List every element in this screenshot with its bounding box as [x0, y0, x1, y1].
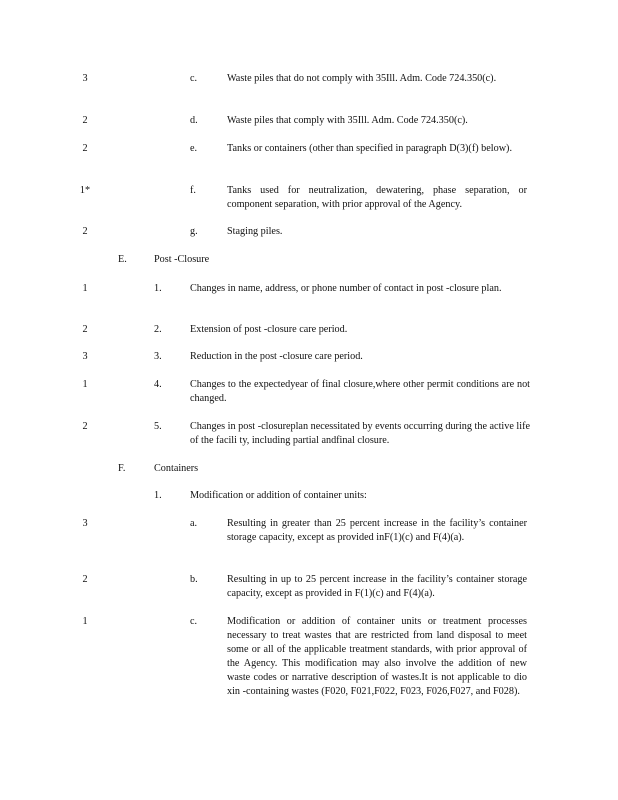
class-number: 1*	[79, 185, 91, 196]
item-text: Staging piles.	[227, 226, 283, 237]
item-letter: a.	[190, 518, 198, 529]
item-text: Resulting in up to 25 percent increase in the facility’s container storage capacity, except as provided in F(1)(c) and F(4)(a).	[227, 574, 527, 599]
item-text: Tanks used for neutralization, dewatering, phase separation, or component separation, with prior approval of the Agency.	[227, 185, 527, 210]
item-text: Modification or addition of container units or treatment processes necessary to treat wastes that are restricted from land disposal to meet some or all of the applicable treatment standards, with prior approval of the Agency. This modification may also involve the addition of new waste codes or narrative description of wastes.It is not applicable to dio xin -containing wastes (F020, F021,F022, F023, F026,F027, and F028).	[227, 616, 527, 697]
item-number: 1.	[154, 283, 162, 294]
class-number: 2	[82, 421, 88, 432]
item-letter: c.	[190, 616, 198, 627]
class-number: 1	[82, 283, 88, 294]
section-title: Containers	[154, 463, 199, 474]
item-number: 4.	[154, 379, 162, 390]
item-text: Changes to the expectedyear of final closure,where other permit conditions are not changed.	[190, 379, 530, 404]
item-letter: b.	[190, 574, 198, 585]
item-text: Waste piles that comply with 35Ill. Adm. Code 724.350(c).	[227, 115, 468, 126]
class-number: 2	[82, 226, 88, 237]
item-number: 3.	[154, 351, 162, 362]
section-title: Post -Closure	[154, 254, 210, 265]
class-number: 3	[82, 73, 88, 84]
class-number: 2	[82, 143, 88, 154]
item-text: Waste piles that do not comply with 35Ill. Adm. Code 724.350(c).	[227, 73, 497, 84]
class-number: 3	[82, 351, 88, 362]
item-letter: e.	[190, 143, 198, 154]
item-letter: g.	[190, 226, 198, 237]
item-text: Reduction in the post -closure care period.	[190, 351, 363, 362]
item-text: Tanks or containers (other than specified in paragraph D(3)(f) below).	[227, 143, 512, 154]
class-number: 2	[82, 574, 88, 585]
class-number: 2	[82, 324, 88, 335]
class-number: 1	[82, 616, 88, 627]
item-letter: c.	[190, 73, 198, 84]
item-text: Extension of post -closure care period.	[190, 324, 348, 335]
item-number: 2.	[154, 324, 162, 335]
class-number: 3	[82, 518, 88, 529]
item-text: Changes in post -closureplan necessitated by events occurring during the active life of the facili ty, including partial andfinal closure.	[190, 421, 530, 446]
item-letter: f.	[190, 185, 196, 196]
section-letter: E.	[118, 254, 127, 265]
item-number: 1.	[154, 490, 162, 501]
item-text: Resulting in greater than 25 percent increase in the facility’s container storage capacity, except as provided inF(1)(c) and F(4)(a).	[227, 518, 527, 543]
class-number: 2	[82, 115, 88, 126]
class-number: 1	[82, 379, 88, 390]
section-letter: F.	[118, 463, 126, 474]
item-number: 5.	[154, 421, 162, 432]
item-letter: d.	[190, 115, 198, 126]
item-text: Changes in name, address, or phone number of contact in post -closure plan.	[190, 283, 502, 294]
item-text: Modification or addition of container units:	[190, 490, 367, 501]
